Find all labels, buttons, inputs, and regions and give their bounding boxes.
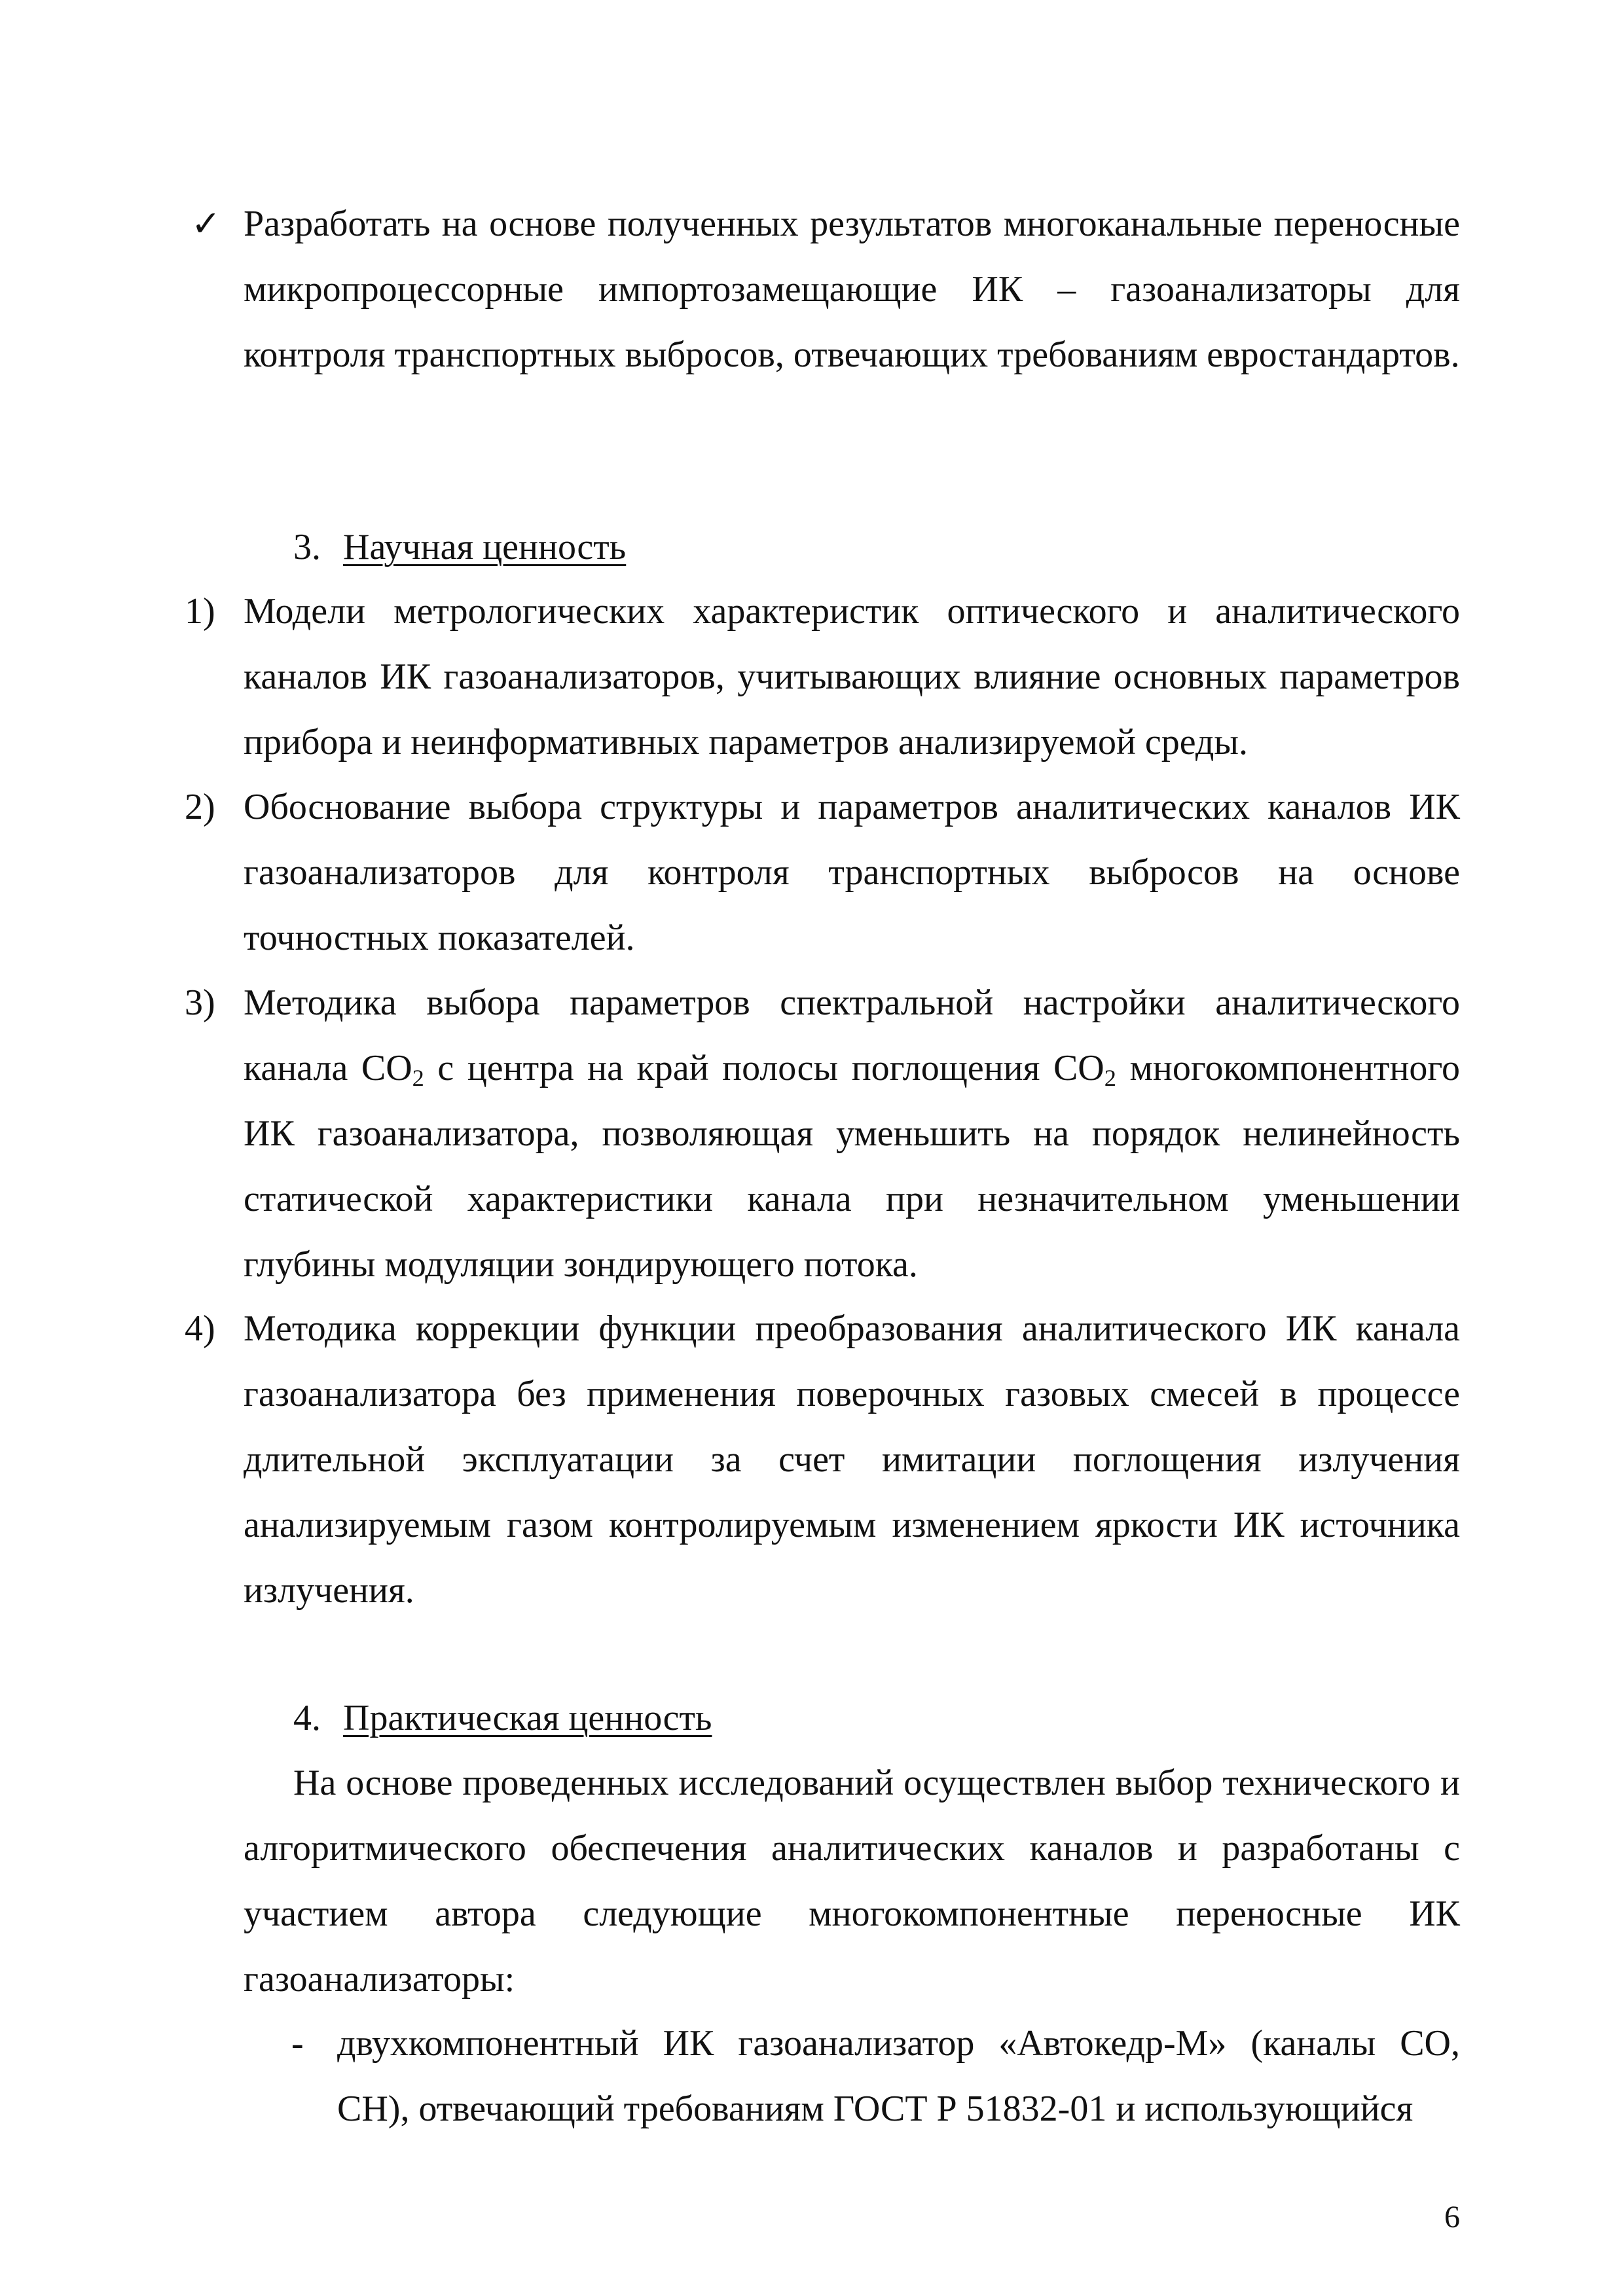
checkmark-icon: ✓ — [191, 203, 221, 244]
subscript: 2 — [412, 1065, 424, 1092]
check-bullet-text: Разработать на основе полученных результатов многоканальные переносные микропроцессорные импортозамещающие ИК – газоанализаторы для контроля транспортных выбросов, отвечающих требованиям евростандартов. — [244, 204, 1460, 375]
list-item-text: Методика коррекции функции преобразования аналитического ИК канала газоанализатора без применения поверочных газовых смесей в процессе длительной эксплуатации за счет имитации поглощения излучения анализируемым газом контролируемым изменением яркости ИК источника излучения. — [244, 1308, 1460, 1611]
page-number: 6 — [1444, 2200, 1460, 2234]
dash-marker: - — [291, 2023, 304, 2064]
list-item — [185, 1296, 1460, 1623]
section-3-heading — [293, 514, 626, 580]
list-item — [185, 579, 1460, 775]
section-4-heading — [293, 1685, 712, 1751]
section-4-number: 4. — [293, 1698, 321, 1738]
dash-list-item-text: двухкомпонентный ИК газоанализатор «Автокедр-М» (каналы CO, CH), отвечающий требованиям ГОСТ Р 51832-01 и использующийся — [337, 2023, 1460, 2129]
list-item-text-part: Методика выбора параметров спектральной настройки аналитического канала CO — [244, 982, 1460, 1088]
list-item-marker: 3) — [185, 982, 215, 1023]
list-item — [185, 774, 1460, 971]
list-item-text: Модели метрологических характеристик оптического и аналитического каналов ИК газоанализаторов, учитывающих влияние основных параметров прибора и неинформативных параметров анализируемой среды. — [244, 591, 1460, 762]
section-3-title: Научная ценность — [343, 527, 627, 567]
section-4-title: Практическая ценность — [343, 1698, 712, 1738]
list-item-marker: 4) — [185, 1308, 215, 1349]
list-item-marker: 2) — [185, 787, 215, 827]
list-item-text-part: с центра на край полосы поглощения CO — [424, 1048, 1104, 1088]
section-3-number: 3. — [293, 527, 321, 567]
list-item-text-part: многокомпонентного ИК газоанализатора, позволяющая уменьшить на порядок нелинейность статической характеристики канала при незначительном уменьшении глубины модуляции зондирующего потока. — [244, 1048, 1460, 1285]
list-item — [185, 970, 1460, 1297]
list-item-text: Обоснование выбора структуры и параметров аналитических каналов ИК газоанализаторов для контроля транспортных выбросов на основе точностных показателей. — [244, 787, 1460, 958]
check-bullet-item — [191, 191, 1460, 387]
section-4-intro: На основе проведенных исследований осуществлен выбор технического и алгоритмического обеспечения аналитических каналов и разработаны с участием автора следующие многокомпонентные переносные ИК газоанализаторы: — [244, 1763, 1460, 2000]
dash-list-item — [291, 2011, 1460, 2142]
subscript: 2 — [1104, 1065, 1116, 1092]
list-item-marker: 1) — [185, 591, 215, 632]
